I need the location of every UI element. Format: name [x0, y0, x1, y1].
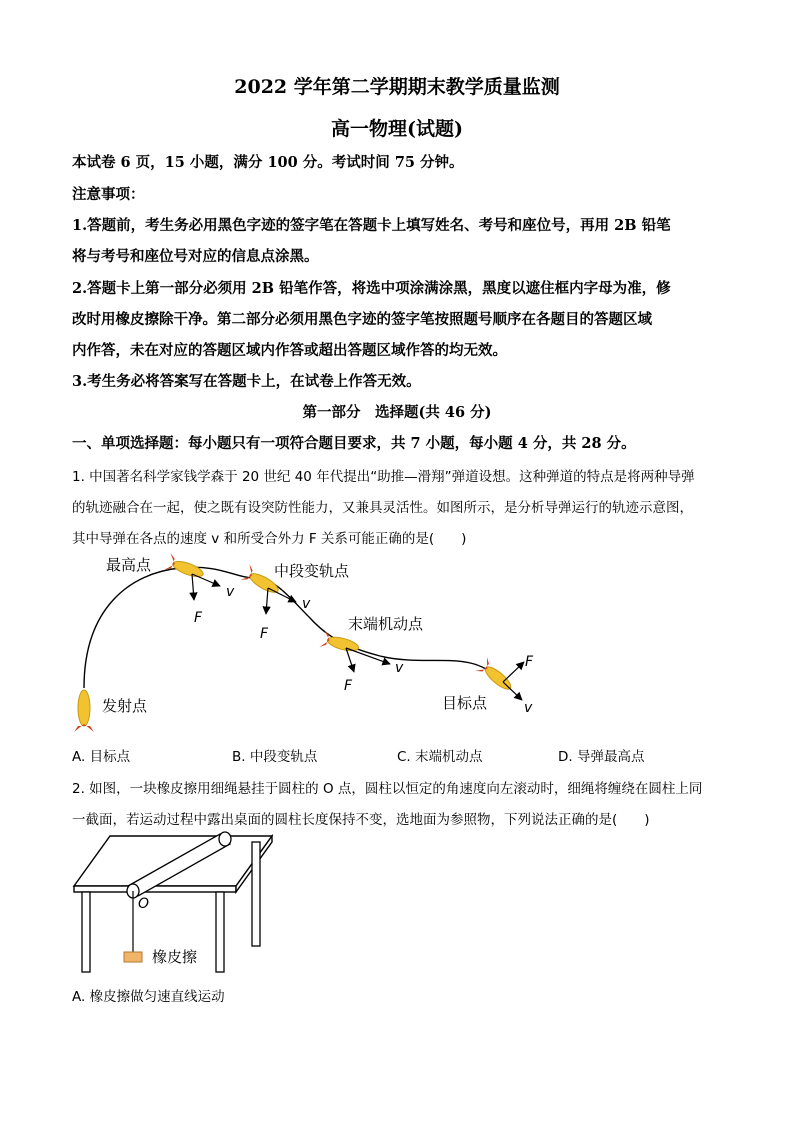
f-arrow-target — [503, 662, 524, 682]
part-heading: 一、单项选择题：每小题只有一项符合题目要求，共 7 小题，每小题 4 分，共 28 分。 — [72, 435, 636, 452]
q1-option-d: D. 导弹最高点 — [558, 749, 645, 765]
label-launch: 发射点 — [102, 697, 148, 715]
f-arrow-mid — [266, 588, 268, 614]
label-o: O — [138, 896, 150, 912]
notes-line: 2.答题卡上第一部分必须用 2B 铅笔作答，将选中项涂满涂黑，黑度以遮住框内字母为准，修 — [72, 280, 671, 297]
label-f: F — [344, 678, 353, 694]
label-target: 目标点 — [442, 694, 488, 712]
trajectory-curve — [84, 567, 500, 688]
q2-table-figure — [70, 828, 290, 978]
v-arrow-target — [503, 682, 522, 700]
section-title: 第一部分 选择题(共 46 分) — [302, 404, 492, 421]
q2-line: 2. 如图，一块橡皮擦用细绳悬挂于圆柱的 O 点，圆柱以恒定的角速度向左滚动时，细绳将缠绕在圆柱上同 — [72, 781, 703, 797]
eraser — [124, 952, 142, 962]
q1-option-c: C. 末端机动点 — [397, 749, 483, 765]
notes-heading: 注意事项： — [72, 186, 145, 203]
page-subtitle: 高一物理(试题) — [331, 118, 463, 140]
notes-line: 将与考号和座位号对应的信息点涂黑。 — [72, 248, 319, 265]
table-leg — [216, 892, 224, 972]
label-f: F — [194, 610, 203, 626]
table-leg — [82, 892, 90, 972]
label-eraser: 橡皮擦 — [152, 948, 198, 966]
label-v: v — [395, 660, 404, 676]
label-end: 末端机动点 — [348, 615, 424, 633]
label-v: v — [226, 584, 235, 600]
label-f: F — [525, 654, 534, 670]
q2-line: 一截面，若运动过程中露出桌面的圆柱长度保持不变，选地面为参照物，下列说法正确的是( ) — [72, 812, 650, 828]
v-arrow-highest — [192, 574, 220, 586]
v-arrow-end — [346, 648, 390, 664]
missile-end — [319, 630, 360, 657]
q1-trajectory-figure — [60, 548, 560, 736]
q1-line: 的轨迹融合在一起，使之既有设突防性能力，又兼具灵活性。如图所示，是分析导弹运行的轨迹示意图， — [72, 500, 693, 516]
q1-line: 其中导弹在各点的速度 v 和所受合外力 F 关系可能正确的是( ) — [72, 531, 467, 547]
notes-line: 1.答题前，考生务必用黑色字迹的签字笔在答题卡上填写姓名、考号和座位号，再用 2B 铅笔 — [72, 217, 671, 234]
page-title: 2022 学年第二学期期末教学质量监测 — [234, 76, 560, 98]
table-leg — [252, 842, 260, 946]
intro-text: 本试卷 6 页，15 小题，满分 100 分。考试时间 75 分钟。 — [72, 154, 464, 171]
notes-line: 内作答，未在对应的答题区域内作答或超出答题区域作答的均无效。 — [72, 342, 507, 359]
label-highest: 最高点 — [106, 556, 152, 574]
f-arrow-end — [346, 648, 354, 672]
label-mid: 中段变轨点 — [274, 562, 350, 580]
label-v: v — [302, 596, 311, 612]
notes-line: 改时用橡皮擦除干净。第二部分必须用黑色字迹的签字笔按照题号顺序在各题目的答题区域 — [72, 311, 652, 328]
q1-option-a: A. 目标点 — [72, 749, 131, 765]
q2-option-a: A. 橡皮擦做匀速直线运动 — [72, 989, 225, 1005]
label-v: v — [524, 700, 533, 716]
missile-launch — [74, 690, 94, 732]
q1-line: 1. 中国著名科学家钱学森于 20 世纪 40 年代提出“助推—滑翔”弹道设想。这种弹道的特点是将两种导弹 — [72, 469, 695, 485]
f-arrow-highest — [192, 574, 194, 600]
label-f: F — [260, 626, 269, 642]
notes-line: 3.考生务必将答案写在答题卡上，在试卷上作答无效。 — [72, 373, 421, 390]
q1-option-b: B. 中段变轨点 — [232, 749, 318, 765]
